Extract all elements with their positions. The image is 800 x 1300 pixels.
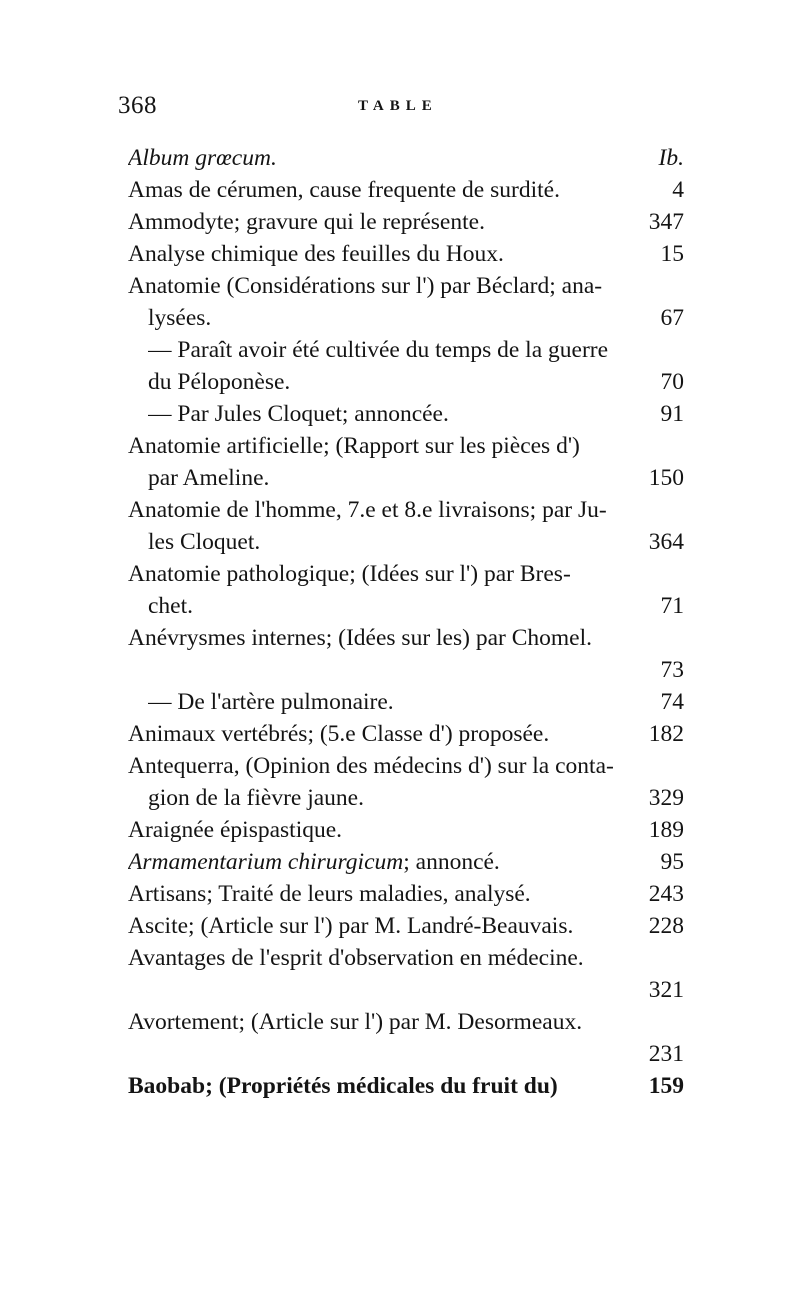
entry-page-number: 189: [648, 817, 684, 843]
entry-text: lysées.: [148, 305, 212, 331]
index-entry: [128, 878, 684, 910]
index-entry: [128, 814, 684, 846]
entry-text: Avantages de l'esprit d'observation en médecine.: [128, 945, 584, 971]
entry-text: — De l'artère pulmonaire.: [148, 689, 394, 715]
entry-text: Anatomie (Considérations sur l') par Béclard; ana-: [128, 273, 603, 299]
index-entry: [128, 846, 684, 878]
index-entry: [128, 174, 684, 206]
index-entry: [128, 1006, 684, 1070]
entry-page-number: 150: [648, 465, 684, 491]
entry-text: Amas de cérumen, cause frequente de surdité.: [128, 177, 560, 203]
entry-page-number: 228: [648, 913, 684, 939]
entry-text: gion de la fièvre jaune.: [148, 785, 364, 811]
index-entry: [128, 686, 684, 718]
entry-text: du Péloponèse.: [148, 369, 291, 395]
entry-text: chet.: [148, 593, 194, 619]
entry-page-number: 321: [648, 977, 684, 1003]
entry-page-number: 73: [660, 657, 684, 683]
page-header: [118, 92, 683, 128]
entry-text: les Cloquet.: [148, 529, 261, 555]
entry-page-number: 95: [660, 849, 684, 875]
entry-page-number: Ib.: [658, 145, 684, 171]
entry-page-number: 329: [648, 785, 684, 811]
entry-page-number: 4: [672, 177, 684, 203]
entry-text: Artisans; Traité de leurs maladies, analysé.: [128, 881, 531, 907]
entry-text: — Paraît avoir été cultivée du temps de la guerre: [148, 337, 609, 363]
index-entry: [128, 718, 684, 750]
index-entry: [128, 430, 684, 494]
entry-text: Anévrysmes internes; (Idées sur les) par Chomel.: [128, 625, 592, 651]
entry-text: Ammodyte; gravure qui le représente.: [128, 209, 485, 235]
entry-text: Armamentarium chirurgicum; annoncé.: [128, 849, 500, 875]
entry-page-number: 159: [648, 1073, 684, 1099]
index-entry: [128, 942, 684, 1006]
entry-text: Baobab; (Propriétés médicales du fruit du): [128, 1073, 558, 1099]
entry-text: Anatomie artificielle; (Rapport sur les pièces d'): [128, 433, 580, 459]
entry-text: Antequerra, (Opinion des médecins d') sur la conta-: [128, 753, 614, 779]
entry-text: Ascite; (Article sur l') par M. Landré-Beauvais.: [128, 913, 574, 939]
entry-text: Avortement; (Article sur l') par M. Desormeaux.: [128, 1009, 583, 1035]
entry-page-number: 231: [648, 1041, 684, 1067]
index-entry: [128, 910, 684, 942]
index-list: [128, 142, 684, 1102]
page-number: 368: [118, 92, 157, 119]
entry-page-number: 71: [660, 593, 684, 619]
entry-text: par Ameline.: [148, 465, 270, 491]
entry-page-number: 67: [660, 305, 684, 331]
entry-page-number: 347: [648, 209, 684, 235]
entry-text: Araignée épispastique.: [128, 817, 343, 843]
entry-text: Anatomie pathologique; (Idées sur l') par Bres-: [128, 561, 571, 587]
index-entry: [128, 238, 684, 270]
entry-page-number: 15: [660, 241, 684, 267]
entry-title-italic: Armamentarium chirurgicum: [128, 849, 404, 875]
entry-page-number: 74: [660, 689, 684, 715]
entry-page-number: 243: [648, 881, 684, 907]
index-entry: [128, 750, 684, 814]
index-entry: [128, 206, 684, 238]
index-entry: [128, 494, 684, 558]
index-entry: [128, 1070, 684, 1102]
entry-text: Analyse chimique des feuilles du Houx.: [128, 241, 504, 267]
entry-page-number: 70: [660, 369, 684, 395]
entry-text: — Par Jules Cloquet; annoncée.: [148, 401, 449, 427]
index-entry: [128, 334, 684, 398]
entry-page-number: 182: [648, 721, 684, 747]
entry-text: Animaux vertébrés; (5.e Classe d') proposée.: [128, 721, 550, 747]
index-entry: [128, 142, 684, 174]
entry-page-number: 364: [648, 529, 684, 555]
index-entry: [128, 398, 684, 430]
entry-page-number: 91: [660, 401, 684, 427]
entry-text: Anatomie de l'homme, 7.e et 8.e livraisons; par Ju-: [128, 497, 607, 523]
entry-text: Album grœcum.: [128, 145, 277, 171]
index-entry: [128, 558, 684, 622]
index-entry: [128, 622, 684, 686]
index-entry: [128, 270, 684, 334]
running-head: TABLE: [358, 98, 438, 114]
